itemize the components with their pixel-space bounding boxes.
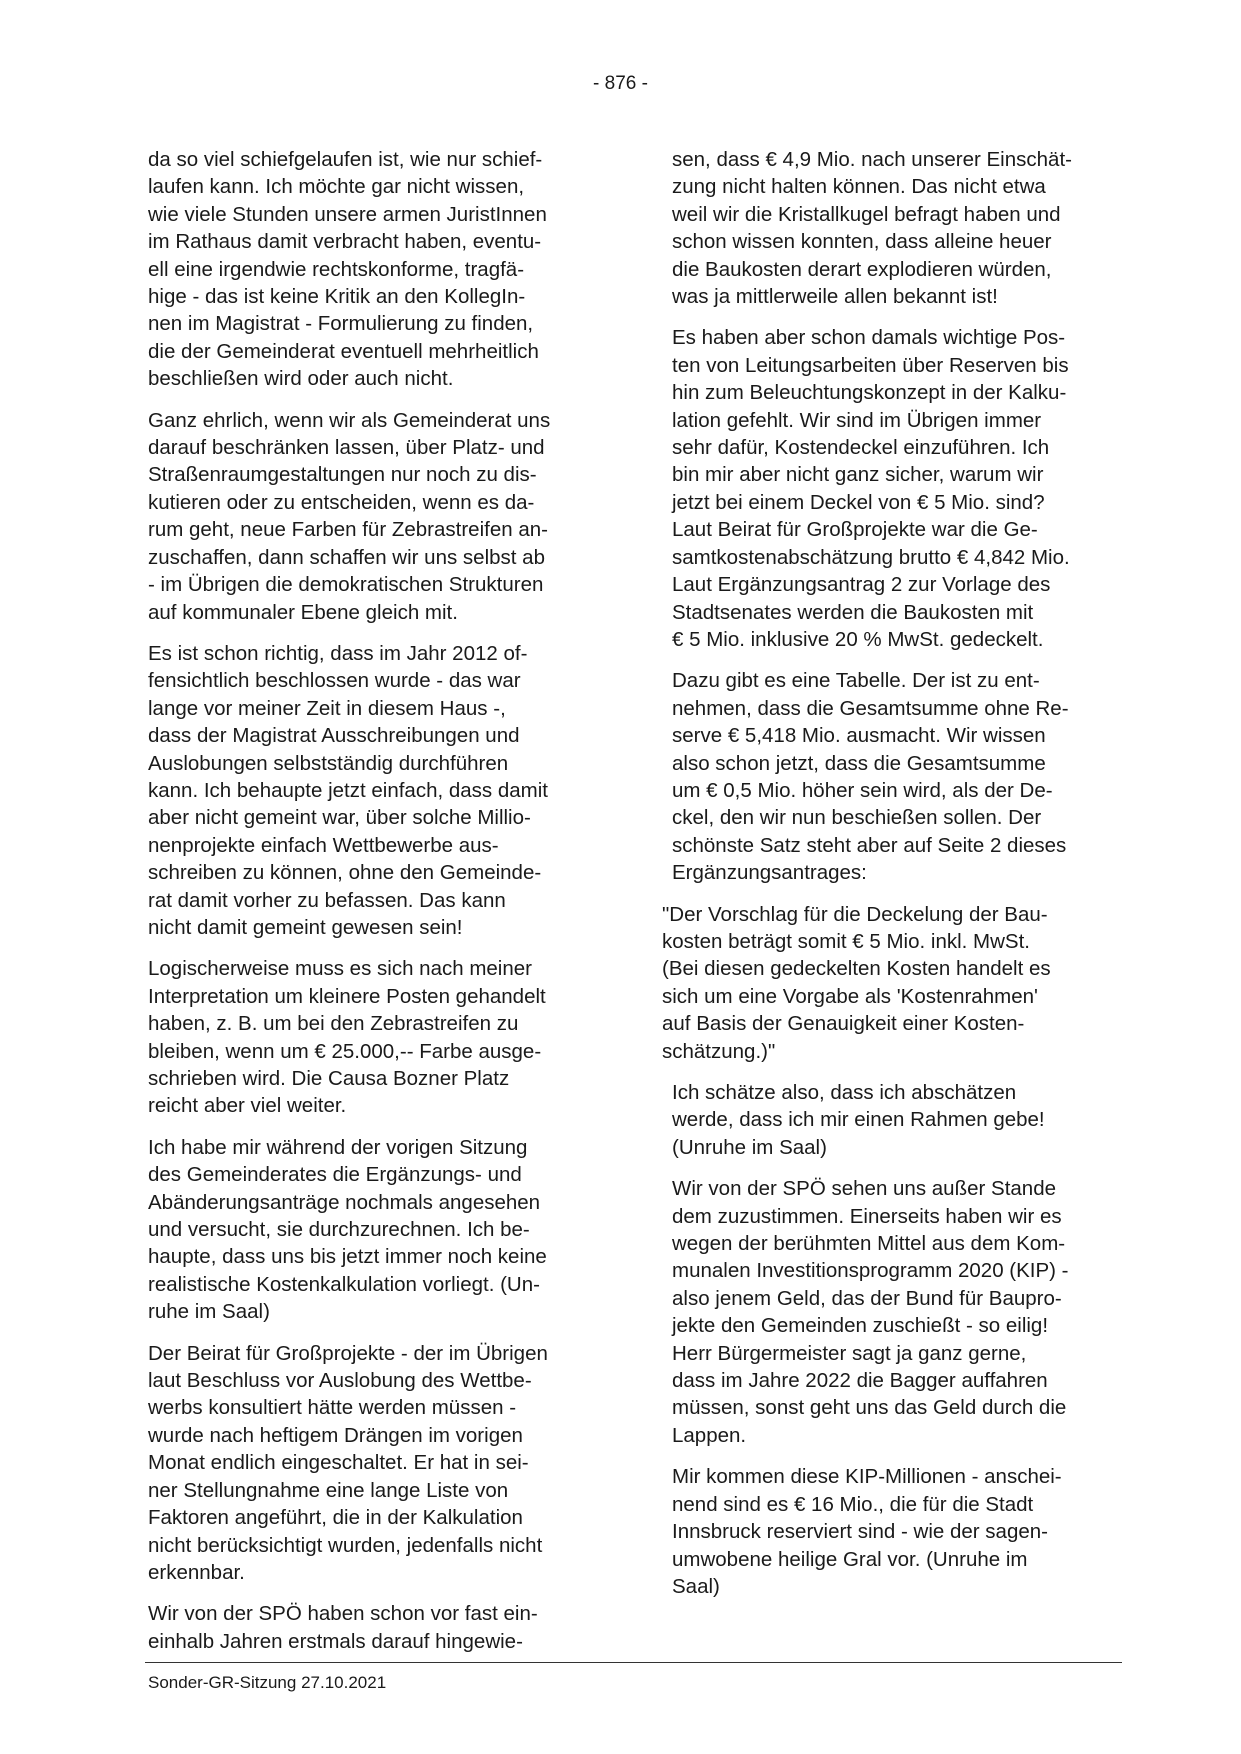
paragraph — [672, 146, 1122, 310]
text-line: - im Übrigen die demokratischen Strukturen — [148, 573, 544, 597]
footer-session-label: Sonder-GR-Sitzung 27.10.2021 — [148, 1673, 387, 1692]
text-line: ner Stellungnahme eine lange Liste von — [148, 1478, 509, 1502]
text-line: Ich habe mir während der vorigen Sitzung — [148, 1135, 528, 1159]
text-line: einhalb Jahren erstmals darauf hingewie- — [148, 1629, 523, 1653]
text-line: haupte, dass uns bis jetzt immer noch keine — [148, 1245, 547, 1269]
text-line: schreiben zu können, ohne den Gemeinde- — [148, 861, 542, 885]
text-line: rum geht, neue Farben für Zebrastreifen an- — [148, 518, 548, 542]
text-line: wie viele Stunden unsere armen JuristInnen — [148, 202, 547, 226]
text-line: ruhe im Saal) — [148, 1300, 270, 1324]
text-line: ell eine irgendwie rechtskonforme, tragfä- — [148, 257, 525, 281]
text-line: laut Beschluss vor Auslobung des Wettbe- — [148, 1369, 532, 1393]
text-line: ckel, den wir nun beschießen sollen. Der — [672, 806, 1042, 830]
text-line: nicht berücksichtigt wurden, jedenfalls nicht — [148, 1533, 543, 1557]
text-line: realistische Kostenkalkulation vorliegt. (Un- — [148, 1272, 540, 1296]
text-line: ten von Leitungsarbeiten über Reserven bis — [672, 353, 1069, 377]
text-line: Straßenraumgestaltungen nur noch zu dis- — [148, 463, 537, 487]
text-line: kann. Ich behaupte jetzt einfach, dass damit — [148, 778, 549, 802]
text-line: Ganz ehrlich, wenn wir als Gemeinderat uns — [148, 408, 551, 432]
text-line: dem zuzustimmen. Einerseits haben wir es — [672, 1204, 1062, 1228]
paragraph — [672, 324, 1122, 653]
text-line: Logischerweise muss es sich nach meiner — [148, 957, 532, 981]
text-line: Dazu gibt es eine Tabelle. Der ist zu ent- — [672, 669, 1040, 693]
text-line: nehmen, dass die Gesamtsumme ohne Re- — [672, 696, 1069, 720]
text-line: reicht aber viel weiter. — [148, 1094, 347, 1118]
text-line: Es ist schon richtig, dass im Jahr 2012 of- — [148, 641, 528, 665]
text-line: hige - das ist keine Kritik an den KollegIn- — [148, 285, 526, 309]
text-line: dass im Jahre 2022 die Bagger auffahren — [672, 1369, 1048, 1393]
left-column — [148, 146, 608, 1669]
text-line: schrieben wird. Die Causa Bozner Platz — [148, 1067, 510, 1090]
text-line: wegen der berühmten Mittel aus dem Kom- — [672, 1232, 1066, 1256]
text-line: Abänderungsanträge nochmals angesehen — [148, 1190, 541, 1214]
text-line: werbs konsultiert hätte werden müssen - — [148, 1396, 517, 1420]
paragraph — [148, 640, 608, 941]
text-line: um € 0,5 Mio. höher sein wird, als der De- — [672, 778, 1053, 802]
footer-divider — [145, 1662, 1122, 1663]
text-line: lange vor meiner Zeit in diesem Haus -, — [148, 696, 506, 720]
text-line: und versucht, sie durchzurechnen. Ich be- — [148, 1218, 530, 1242]
paragraph — [662, 901, 1122, 1065]
text-line: zuschaffen, dann schaffen wir uns selbst ab — [148, 545, 545, 569]
text-line: zung nicht halten können. Das nicht etwa — [672, 175, 1046, 199]
text-line: sich um eine Vorgabe als 'Kostenrahmen' — [662, 984, 1038, 1008]
text-line: serve € 5,418 Mio. ausmacht. Wir wissen — [672, 724, 1046, 748]
text-line: auf kommunaler Ebene gleich mit. — [148, 600, 458, 624]
paragraph — [148, 1340, 608, 1587]
text-line: jekte den Gemeinden zuschießt - so eilig! — [672, 1314, 1049, 1338]
text-line: nenprojekte einfach Wettbewerbe aus- — [148, 833, 499, 857]
text-line: wurde nach heftigem Drängen im vorigen — [148, 1423, 523, 1447]
text-line: umwobene heilige Gral vor. (Unruhe im — [672, 1547, 1028, 1571]
text-line: schon wissen konnten, dass alleine heuer — [672, 230, 1052, 254]
paragraph — [672, 667, 1122, 886]
text-line: also schon jetzt, dass die Gesamtsumme — [672, 751, 1046, 775]
text-line: sehr dafür, Kostendeckel einzuführen. Ich — [672, 436, 1050, 460]
page-number: - 876 - — [593, 73, 648, 94]
text-line: bin mir aber nicht ganz sicher, warum wir — [672, 463, 1044, 487]
text-line: beschließen wird oder auch nicht. — [148, 367, 454, 391]
text-line: hin zum Beleuchtungskonzept in der Kalku- — [672, 381, 1067, 405]
text-line: kosten beträgt somit € 5 Mio. inkl. MwSt. — [662, 929, 1030, 953]
text-line: lation gefehlt. Wir sind im Übrigen immer — [672, 408, 1042, 432]
paragraph — [148, 955, 608, 1119]
text-line: dass der Magistrat Ausschreibungen und — [148, 724, 520, 748]
text-line: schätzung.)" — [662, 1039, 776, 1063]
text-line: sen, dass € 4,9 Mio. nach unserer Einschät- — [672, 148, 1072, 171]
text-line: jetzt bei einem Deckel von € 5 Mio. sind? — [672, 490, 1045, 514]
text-line: da so viel schiefgelaufen ist, wie nur schief- — [148, 148, 543, 171]
paragraph — [148, 1134, 608, 1326]
text-line: samtkostenabschätzung brutto € 4,842 Mio. — [672, 545, 1070, 569]
text-line: "Der Vorschlag für die Deckelung der Bau- — [662, 902, 1048, 926]
text-line: die der Gemeinderat eventuell mehrheitlich — [148, 339, 539, 363]
text-line: erkennbar. — [148, 1560, 245, 1584]
text-line: Wir von der SPÖ haben schon vor fast ein- — [148, 1602, 538, 1626]
paragraph — [672, 1175, 1122, 1449]
text-line: Saal) — [672, 1574, 720, 1598]
text-line: schönste Satz steht aber auf Seite 2 dieses — [672, 833, 1067, 857]
text-line: Auslobungen selbstständig durchführen — [148, 751, 509, 775]
text-line: die Baukosten derart explodieren würden, — [672, 257, 1052, 281]
text-line: Faktoren angeführt, die in der Kalkulation — [148, 1506, 523, 1530]
text-line: laufen kann. Ich möchte gar nicht wissen, — [148, 175, 525, 199]
text-line: nen im Magistrat - Formulierung zu finden, — [148, 312, 534, 336]
text-line: darauf beschränken lassen, über Platz- und — [148, 436, 545, 460]
paragraph — [672, 1079, 1122, 1161]
text-line: Ergänzungsantrages: — [672, 861, 867, 885]
text-line: also jenem Geld, das der Bund für Baupro- — [672, 1286, 1062, 1310]
text-line: Laut Ergänzungsantrag 2 zur Vorlage des — [672, 573, 1051, 597]
text-line: Der Beirat für Großprojekte - der im Übrigen — [148, 1341, 548, 1365]
paragraph — [672, 1463, 1122, 1600]
paragraph — [148, 1600, 608, 1655]
text-line: rat damit vorher zu befassen. Das kann — [148, 888, 506, 912]
text-line: aber nicht gemeint war, über solche Millio- — [148, 806, 531, 830]
text-line: nend sind es € 16 Mio., die für die Stadt — [672, 1492, 1034, 1516]
text-line: (Bei diesen gedeckelten Kosten handelt es — [662, 957, 1051, 981]
text-line: weil wir die Kristallkugel befragt haben und — [672, 202, 1061, 226]
text-line: Laut Beirat für Großprojekte war die Ge- — [672, 518, 1038, 542]
text-line: was ja mittlerweile allen bekannt ist! — [672, 285, 998, 309]
text-line: Mir kommen diese KIP-Millionen - anschei- — [672, 1465, 1062, 1489]
text-line: im Rathaus damit verbracht haben, eventu- — [148, 230, 542, 254]
text-line: Stadtsenates werden die Baukosten mit — [672, 600, 1034, 624]
text-line: auf Basis der Genauigkeit einer Kosten- — [662, 1012, 1025, 1036]
text-line: Wir von der SPÖ sehen uns außer Stande — [672, 1177, 1057, 1201]
text-line: des Gemeinderates die Ergänzungs- und — [148, 1163, 522, 1187]
text-line: Herr Bürgermeister sagt ja ganz gerne, — [672, 1341, 1027, 1365]
text-line: müssen, sonst geht uns das Geld durch die — [672, 1396, 1067, 1420]
text-line: € 5 Mio. inklusive 20 % MwSt. gedeckelt. — [672, 627, 1044, 651]
text-line: werde, dass ich mir einen Rahmen gebe! — [672, 1108, 1045, 1132]
text-line: munalen Investitionsprogramm 2020 (KIP) - — [672, 1259, 1069, 1283]
paragraph — [148, 407, 608, 626]
text-line: Interpretation um kleinere Posten gehandelt — [148, 984, 546, 1008]
text-line: haben, z. B. um bei den Zebrastreifen zu — [148, 1012, 519, 1036]
text-line: Lappen. — [672, 1423, 747, 1447]
text-line: Es haben aber schon damals wichtige Pos- — [672, 326, 1066, 350]
text-line: bleiben, wenn um € 25.000,-- Farbe ausge- — [148, 1039, 542, 1063]
text-line: kutieren oder zu entscheiden, wenn es da- — [148, 490, 535, 514]
text-line: Innsbruck reserviert sind - wie der sagen- — [672, 1520, 1048, 1544]
paragraph — [148, 146, 608, 393]
text-line: Ich schätze also, dass ich abschätzen — [672, 1081, 1017, 1104]
text-line: fensichtlich beschlossen wurde - das war — [148, 669, 521, 693]
text-line: (Unruhe im Saal) — [672, 1135, 827, 1159]
text-line: nicht damit gemeint gewesen sein! — [148, 915, 463, 939]
right-column — [662, 146, 1122, 1614]
text-line: Monat endlich eingeschaltet. Er hat in sei- — [148, 1451, 529, 1475]
